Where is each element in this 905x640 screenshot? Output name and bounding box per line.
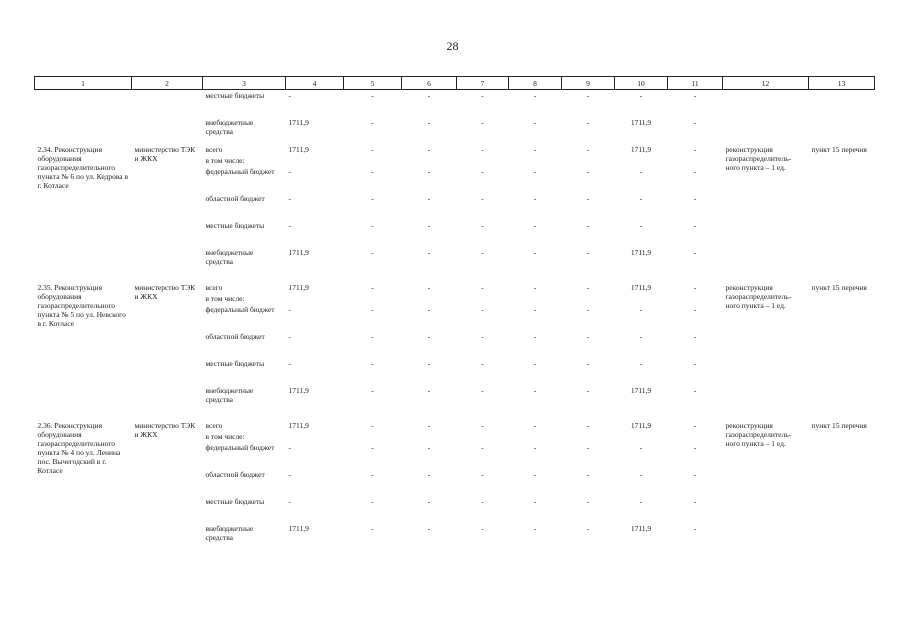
dash-cell: - [533, 194, 537, 203]
dash-cell: - [427, 194, 431, 203]
empty-cell [809, 90, 875, 118]
budget-table [34, 76, 875, 554]
dash-cell: - [586, 305, 590, 314]
source-label: внебюджетные средства [205, 386, 254, 404]
empty-cell [344, 293, 402, 304]
dash-cell: - [693, 421, 697, 430]
source-label: внебюджетные средства [205, 524, 254, 542]
dash-cell: - [427, 91, 431, 100]
dash-cell: - [586, 221, 590, 230]
empty-cell [344, 431, 402, 442]
dash-cell: - [533, 421, 537, 430]
dash-cell: - [693, 283, 697, 292]
empty-cell [402, 550, 457, 554]
header-cell: 7 [457, 77, 509, 90]
source-label: внебюджетные средства [205, 248, 254, 266]
dash-cell: - [427, 118, 431, 127]
dash-cell: - [533, 443, 537, 452]
empty-cell [286, 293, 344, 304]
dash-cell: - [586, 167, 590, 176]
empty-cell [562, 550, 615, 554]
source-label: местные бюджеты [205, 359, 265, 368]
empty-cell [562, 155, 615, 166]
dash-cell: - [639, 470, 643, 479]
dash-cell: - [693, 332, 697, 341]
dash-cell: - [288, 497, 291, 506]
header-cell: 10 [615, 77, 668, 90]
source-label: в том числе: [205, 156, 245, 165]
empty-cell [615, 431, 668, 442]
source-label: областной бюджет [205, 332, 265, 341]
dash-cell: - [427, 167, 431, 176]
empty-cell [668, 431, 723, 442]
dash-cell: - [288, 167, 291, 176]
dash-cell: - [371, 386, 374, 395]
dash-cell: - [371, 167, 374, 176]
project-result: реконструкция газораспределитель-ного пункта – 1 ед. [725, 145, 792, 172]
dash-cell: - [481, 497, 484, 506]
dash-cell: - [481, 167, 484, 176]
empty-cell [723, 90, 809, 118]
project-executor: министерство ТЭК и ЖКХ [134, 421, 196, 439]
dash-cell: - [371, 145, 374, 154]
dash-cell: - [371, 497, 374, 506]
empty-cell [286, 155, 344, 166]
amount-cell: 1711,9 [630, 386, 652, 395]
dash-cell: - [533, 524, 537, 533]
amount-cell: 1711,9 [288, 248, 309, 257]
dash-cell: - [427, 386, 431, 395]
dash-cell: - [586, 470, 590, 479]
dash-cell: - [371, 332, 374, 341]
source-label: в том числе: [205, 432, 245, 441]
dash-cell: - [693, 443, 697, 452]
dash-cell: - [639, 194, 643, 203]
source-label: местные бюджеты [205, 497, 265, 506]
amount-cell: 1711,9 [288, 118, 309, 127]
dash-cell: - [693, 145, 697, 154]
header-cell: 13 [809, 77, 875, 90]
dash-cell: - [481, 248, 484, 257]
dash-cell: - [533, 359, 537, 368]
dash-cell: - [427, 283, 431, 292]
empty-cell [457, 293, 509, 304]
source-label: областной бюджет [205, 194, 265, 203]
dash-cell: - [639, 221, 643, 230]
dash-cell: - [371, 443, 374, 452]
dash-cell: - [481, 91, 484, 100]
dash-cell: - [427, 524, 431, 533]
empty-cell [402, 431, 457, 442]
dash-cell: - [586, 248, 590, 257]
project-name: 2.34. Реконструкция оборудования газораспределительного пункта № 6 по ул. Кедрова в г. Котласе [37, 145, 129, 190]
page-number: 28 [446, 39, 459, 53]
empty-cell [615, 293, 668, 304]
header-cell: 8 [509, 77, 562, 90]
empty-cell [668, 293, 723, 304]
source-label: местные бюджеты [205, 91, 265, 100]
amount-cell: 1711,9 [288, 283, 309, 292]
dash-cell: - [586, 194, 590, 203]
header-cell: 11 [668, 77, 723, 90]
header-cell: 4 [286, 77, 344, 90]
empty-cell [203, 550, 286, 554]
dash-cell: - [481, 145, 484, 154]
dash-cell: - [371, 194, 374, 203]
dash-cell: - [639, 332, 643, 341]
source-label: федеральный бюджет [205, 443, 275, 452]
dash-cell: - [371, 305, 374, 314]
dash-cell: - [693, 497, 697, 506]
empty-cell [35, 90, 132, 118]
project-executor: министерство ТЭК и ЖКХ [134, 145, 196, 163]
amount-cell: 1711,9 [288, 421, 309, 430]
dash-cell: - [427, 421, 431, 430]
dash-cell: - [693, 524, 697, 533]
source-label: всего [205, 283, 223, 292]
dash-cell: - [693, 305, 697, 314]
empty-cell [509, 293, 562, 304]
dash-cell: - [586, 283, 590, 292]
empty-cell [668, 550, 723, 554]
dash-cell: - [481, 221, 484, 230]
amount-cell: 1711,9 [630, 145, 652, 154]
empty-cell [344, 550, 402, 554]
dash-cell: - [693, 470, 697, 479]
project-name: 2.35. Реконструкция оборудования газораспределительного пункта № 5 по ул. Невского в г. Котласе [37, 283, 126, 328]
dash-cell: - [288, 332, 291, 341]
dash-cell: - [481, 470, 484, 479]
dash-cell: - [481, 118, 484, 127]
empty-cell [509, 431, 562, 442]
dash-cell: - [481, 283, 484, 292]
dash-cell: - [427, 470, 431, 479]
amount-cell: 1711,9 [630, 421, 652, 430]
dash-cell: - [533, 497, 537, 506]
dash-cell: - [693, 91, 697, 100]
table-row [35, 90, 875, 118]
dash-cell: - [533, 470, 537, 479]
dash-cell: - [533, 283, 537, 292]
dash-cell: - [693, 221, 697, 230]
dash-cell: - [639, 443, 643, 452]
dash-cell: - [693, 359, 697, 368]
source-label: в том числе: [205, 294, 245, 303]
project-basis: пункт 15 перечня [811, 283, 867, 292]
dash-cell: - [427, 305, 431, 314]
project-name: 2.36. Реконструкция оборудования газораспределительного пункта № 4 по ул. Ленина пос. Вычегодский в г. Котласе [37, 421, 121, 475]
dash-cell: - [481, 305, 484, 314]
header-cell: 9 [562, 77, 615, 90]
dash-cell: - [288, 194, 291, 203]
project-row [35, 282, 875, 293]
dash-cell: - [288, 91, 291, 100]
empty-cell [809, 117, 875, 144]
dash-cell: - [533, 118, 537, 127]
source-label: местные бюджеты [205, 221, 265, 230]
dash-cell: - [586, 421, 590, 430]
header-cell: 3 [203, 77, 286, 90]
dash-cell: - [533, 248, 537, 257]
project-result: реконструкция газораспределитель-ного пункта – 1 ед. [725, 421, 792, 448]
source-label: федеральный бюджет [205, 167, 275, 176]
dash-cell: - [371, 248, 374, 257]
project-basis: пункт 15 перечня [811, 421, 867, 430]
dash-cell: - [427, 359, 431, 368]
dash-cell: - [586, 145, 590, 154]
dash-cell: - [481, 332, 484, 341]
dash-cell: - [371, 524, 374, 533]
amount-cell: 1711,9 [630, 283, 652, 292]
source-label: федеральный бюджет [205, 305, 275, 314]
dash-cell: - [639, 359, 643, 368]
source-label: областной бюджет [205, 470, 265, 479]
empty-cell [615, 550, 668, 554]
project-result: реконструкция газораспределитель-ного пункта – 1 ед. [725, 283, 792, 310]
dash-cell: - [427, 145, 431, 154]
dash-cell: - [586, 497, 590, 506]
dash-cell: - [586, 524, 590, 533]
header-cell: 6 [402, 77, 457, 90]
empty-cell [723, 117, 809, 144]
dash-cell: - [639, 91, 643, 100]
empty-cell [402, 155, 457, 166]
amount-cell: 1711,9 [630, 524, 652, 533]
dash-cell: - [371, 91, 374, 100]
empty-cell [132, 90, 203, 118]
dash-cell: - [288, 443, 291, 452]
empty-cell [562, 293, 615, 304]
dash-cell: - [693, 386, 697, 395]
dash-cell: - [533, 305, 537, 314]
dash-cell: - [288, 305, 291, 314]
amount-cell: 1711,9 [288, 145, 309, 154]
dash-cell: - [481, 443, 484, 452]
dash-cell: - [371, 221, 374, 230]
empty-cell [457, 431, 509, 442]
empty-cell [402, 293, 457, 304]
dash-cell: - [371, 283, 374, 292]
amount-cell: 1711,9 [288, 386, 309, 395]
empty-cell [457, 550, 509, 554]
empty-cell [35, 117, 132, 144]
empty-cell [457, 155, 509, 166]
dash-cell: - [586, 332, 590, 341]
dash-cell: - [371, 470, 374, 479]
dash-cell: - [427, 332, 431, 341]
header-cell: 5 [344, 77, 402, 90]
header-cell: 1 [35, 77, 132, 90]
dash-cell: - [586, 443, 590, 452]
dash-cell: - [481, 194, 484, 203]
table-row [35, 117, 875, 144]
dash-cell: - [693, 118, 697, 127]
empty-cell [286, 431, 344, 442]
dash-cell: - [533, 91, 537, 100]
project-row [35, 420, 875, 431]
dash-cell: - [481, 359, 484, 368]
source-label: внебюджетные средства [205, 118, 254, 136]
dash-cell: - [693, 194, 697, 203]
amount-cell: 1711,9 [630, 118, 652, 127]
empty-cell [509, 550, 562, 554]
empty-cell [344, 155, 402, 166]
amount-cell: 1711,9 [288, 524, 309, 533]
dash-cell: - [288, 221, 291, 230]
dash-cell: - [586, 118, 590, 127]
empty-cell [615, 155, 668, 166]
dash-cell: - [693, 167, 697, 176]
dash-cell: - [586, 91, 590, 100]
project-basis: пункт 15 перечня [811, 145, 867, 154]
project-executor: министерство ТЭК и ЖКХ [134, 283, 196, 301]
dash-cell: - [427, 248, 431, 257]
dash-cell: - [288, 359, 291, 368]
dash-cell: - [639, 497, 643, 506]
dash-cell: - [481, 524, 484, 533]
dash-cell: - [533, 332, 537, 341]
dash-cell: - [288, 470, 291, 479]
dash-cell: - [427, 497, 431, 506]
empty-cell [562, 431, 615, 442]
header-cell: 2 [132, 77, 203, 90]
dash-cell: - [371, 118, 374, 127]
dash-cell: - [427, 221, 431, 230]
dash-cell: - [533, 221, 537, 230]
source-label: всего [205, 145, 223, 154]
dash-cell: - [533, 145, 537, 154]
dash-cell: - [533, 167, 537, 176]
empty-cell [668, 155, 723, 166]
dash-cell: - [371, 359, 374, 368]
dash-cell: - [693, 248, 697, 257]
source-label: всего [205, 421, 223, 430]
dash-cell: - [639, 167, 643, 176]
project-row [35, 144, 875, 155]
dash-cell: - [639, 305, 643, 314]
dash-cell: - [586, 386, 590, 395]
dash-cell: - [481, 386, 484, 395]
dash-cell: - [427, 443, 431, 452]
header-cell: 12 [723, 77, 809, 90]
dash-cell: - [586, 359, 590, 368]
empty-cell [286, 550, 344, 554]
empty-cell [132, 117, 203, 144]
dash-cell: - [371, 421, 374, 430]
dash-cell: - [533, 386, 537, 395]
empty-cell [509, 155, 562, 166]
dash-cell: - [481, 421, 484, 430]
amount-cell: 1711,9 [630, 248, 652, 257]
header-row [35, 77, 875, 90]
